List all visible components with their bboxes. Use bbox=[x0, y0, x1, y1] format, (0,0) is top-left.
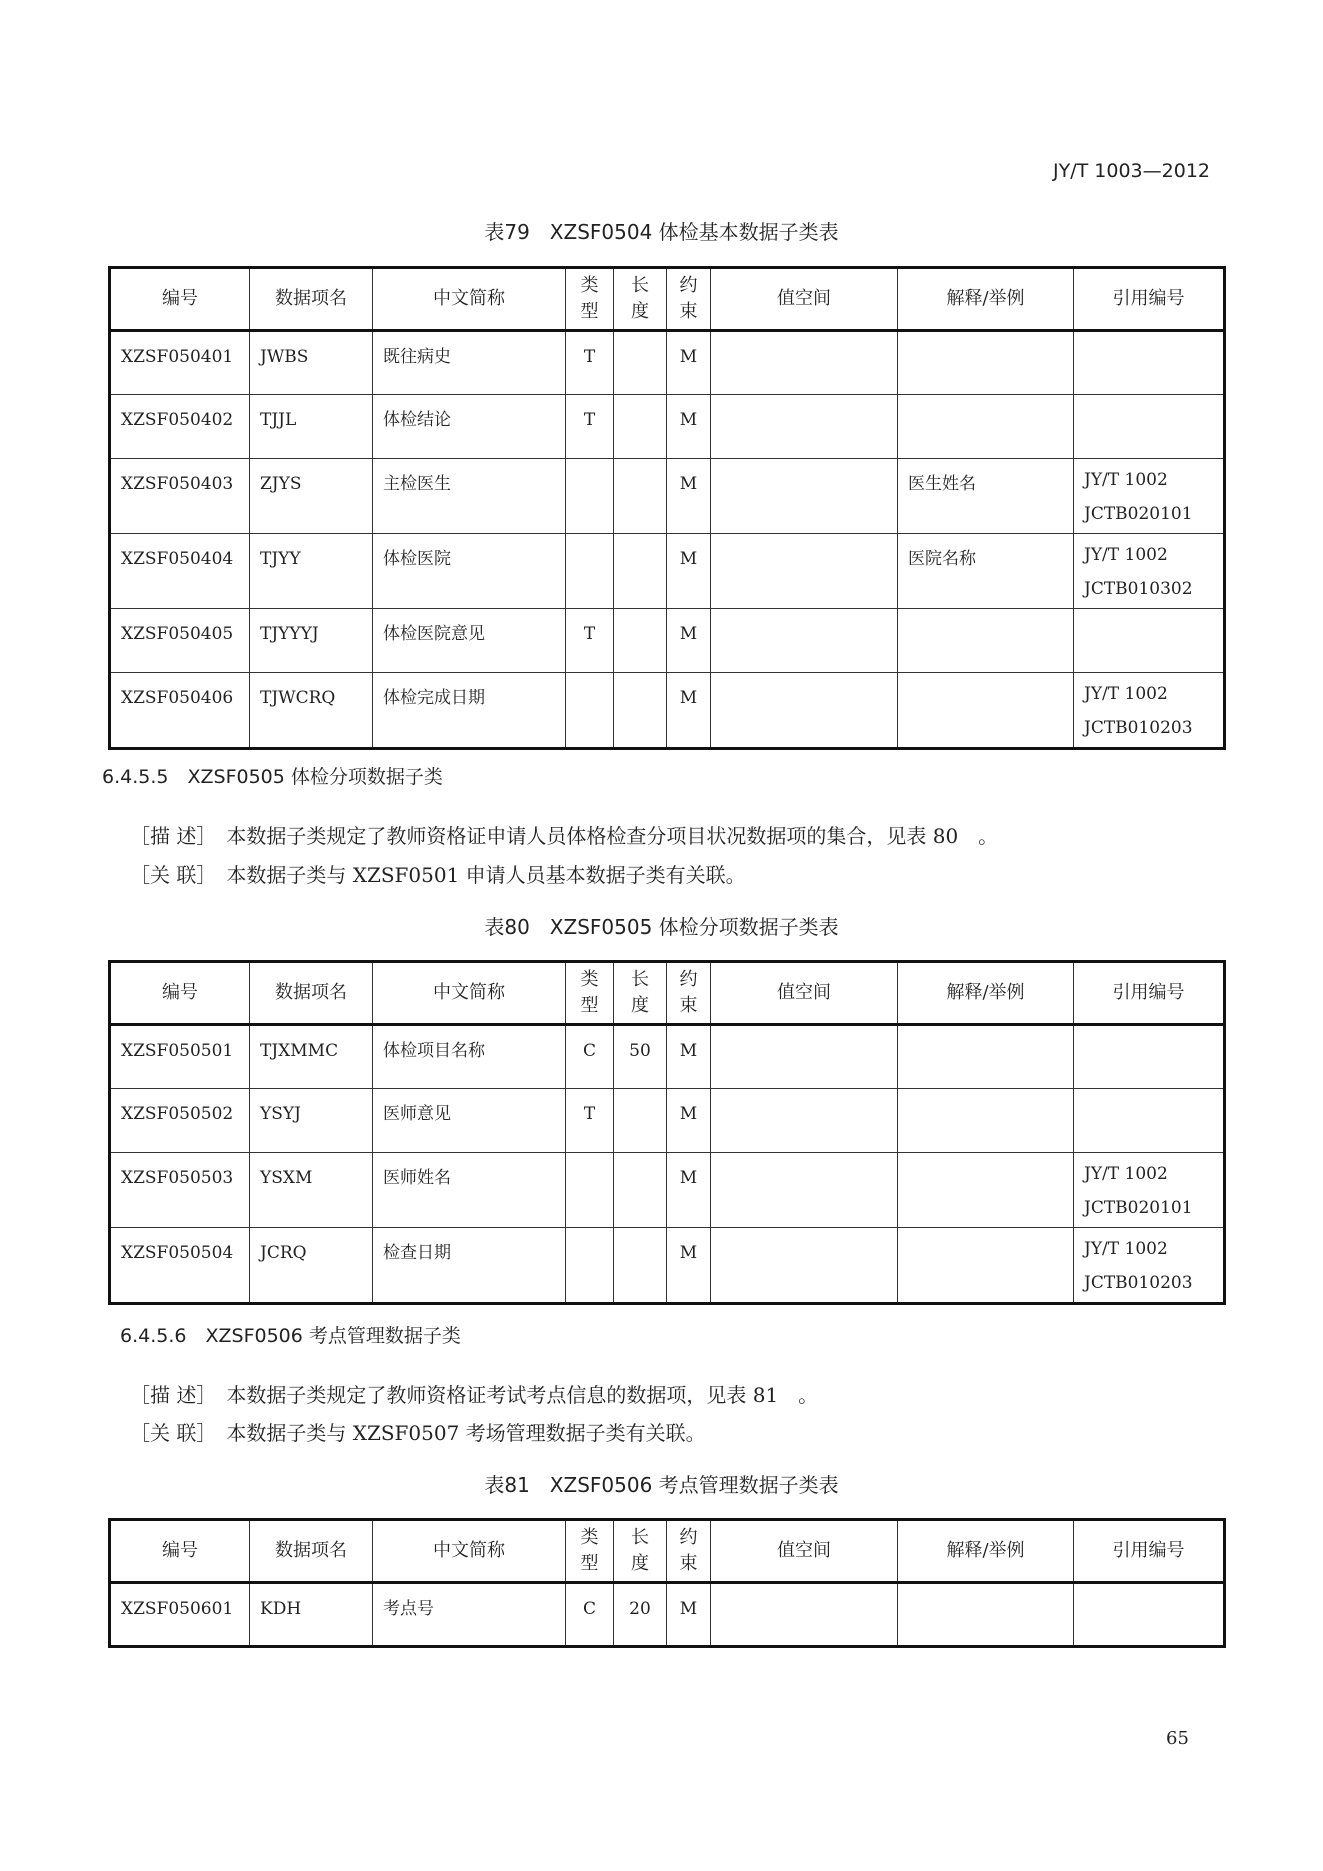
table-cell bbox=[1074, 609, 1225, 673]
table-cell: M bbox=[667, 534, 711, 609]
column-header: 编号 bbox=[110, 962, 250, 1025]
table-cell: KDH bbox=[250, 1583, 373, 1647]
table-cell: 医生姓名 bbox=[898, 459, 1074, 534]
table-cell bbox=[898, 1228, 1074, 1304]
table-cell: XZSF050403 bbox=[110, 459, 250, 534]
table-cell bbox=[898, 331, 1074, 395]
table-header-row bbox=[110, 1520, 1225, 1583]
description-label: ［描 述］ bbox=[130, 824, 217, 848]
column-header: 约 束 bbox=[667, 1520, 711, 1583]
table-cell: 20 bbox=[614, 1583, 667, 1647]
table-cell: T bbox=[566, 395, 614, 459]
column-header: 类 型 bbox=[566, 268, 614, 331]
table-cell: XZSF050501 bbox=[110, 1025, 250, 1089]
table-81-caption: 表81 XZSF0506 考点管理数据子类表 bbox=[484, 1473, 839, 1497]
table-cell: 体检医院 bbox=[373, 534, 566, 609]
section-heading-6455: 6.4.5.5 XZSF0505 体检分项数据子类 bbox=[102, 766, 443, 788]
page-number: 65 bbox=[1166, 1728, 1189, 1749]
column-header: 解释/举例 bbox=[898, 962, 1074, 1025]
column-header: 约 束 bbox=[667, 962, 711, 1025]
table-cell: JCRQ bbox=[250, 1228, 373, 1304]
column-header: 数据项名 bbox=[250, 962, 373, 1025]
table-cell: 考点号 bbox=[373, 1583, 566, 1647]
table-cell: XZSF050503 bbox=[110, 1153, 250, 1228]
table-row bbox=[110, 1025, 1225, 1089]
table-row bbox=[110, 1089, 1225, 1153]
table-cell bbox=[898, 609, 1074, 673]
column-header: 长 度 bbox=[614, 268, 667, 331]
table-81 bbox=[108, 1518, 1226, 1648]
table-cell bbox=[1074, 331, 1225, 395]
table-cell: M bbox=[667, 609, 711, 673]
column-header: 类 型 bbox=[566, 1520, 614, 1583]
column-header: 值空间 bbox=[711, 268, 898, 331]
table-cell bbox=[614, 609, 667, 673]
column-header: 数据项名 bbox=[250, 268, 373, 331]
relation-text: 本数据子类与 XZSF0507 考场管理数据子类有关联。 bbox=[226, 1421, 706, 1445]
table-cell bbox=[614, 1089, 667, 1153]
table-cell bbox=[614, 331, 667, 395]
standard-number-header: JY/T 1003—2012 bbox=[1053, 160, 1210, 182]
table-cell bbox=[898, 395, 1074, 459]
table-cell: JY/T 1002 JCTB010203 bbox=[1074, 1228, 1225, 1304]
table-row bbox=[110, 1583, 1225, 1647]
table-cell: 体检项目名称 bbox=[373, 1025, 566, 1089]
table-cell: TJWCRQ bbox=[250, 673, 373, 749]
column-header: 编号 bbox=[110, 1520, 250, 1583]
table-cell: 检查日期 bbox=[373, 1228, 566, 1304]
table-cell bbox=[614, 395, 667, 459]
table-80-caption: 表80 XZSF0505 体检分项数据子类表 bbox=[484, 915, 839, 939]
table-cell: 体检完成日期 bbox=[373, 673, 566, 749]
table-cell bbox=[711, 1153, 898, 1228]
relation-label: ［关 联］ bbox=[130, 1421, 217, 1445]
table-cell: ZJYS bbox=[250, 459, 373, 534]
table-80 bbox=[108, 960, 1226, 1305]
table-cell bbox=[711, 1583, 898, 1647]
table-cell: XZSF050406 bbox=[110, 673, 250, 749]
column-header: 引用编号 bbox=[1074, 1520, 1225, 1583]
table-cell: XZSF050504 bbox=[110, 1228, 250, 1304]
table-cell: JY/T 1002 JCTB020101 bbox=[1074, 459, 1225, 534]
table-cell bbox=[711, 331, 898, 395]
table-cell bbox=[711, 395, 898, 459]
section-6455-relation bbox=[130, 859, 746, 888]
table-cell: XZSF050401 bbox=[110, 331, 250, 395]
column-header: 类 型 bbox=[566, 962, 614, 1025]
table-row bbox=[110, 673, 1225, 749]
table-cell: XZSF050502 bbox=[110, 1089, 250, 1153]
table-cell: M bbox=[667, 1089, 711, 1153]
table-cell bbox=[1074, 1025, 1225, 1089]
table-cell: 体检医院意见 bbox=[373, 609, 566, 673]
table-cell: M bbox=[667, 1583, 711, 1647]
table-cell bbox=[614, 1153, 667, 1228]
column-header: 解释/举例 bbox=[898, 1520, 1074, 1583]
table-header-row bbox=[110, 962, 1225, 1025]
table-header-row bbox=[110, 268, 1225, 331]
table-cell bbox=[711, 609, 898, 673]
table-cell bbox=[566, 534, 614, 609]
table-row bbox=[110, 331, 1225, 395]
table-cell bbox=[1074, 1089, 1225, 1153]
section-6456-relation bbox=[130, 1417, 706, 1446]
section-6456-description bbox=[130, 1379, 818, 1408]
table-cell bbox=[898, 1153, 1074, 1228]
table-cell bbox=[711, 534, 898, 609]
column-header: 引用编号 bbox=[1074, 962, 1225, 1025]
table-cell: M bbox=[667, 395, 711, 459]
column-header: 编号 bbox=[110, 268, 250, 331]
table-cell: C bbox=[566, 1583, 614, 1647]
table-cell bbox=[711, 459, 898, 534]
table-cell bbox=[566, 1153, 614, 1228]
table-cell bbox=[898, 1583, 1074, 1647]
table-row bbox=[110, 395, 1225, 459]
table-cell: TJJL bbox=[250, 395, 373, 459]
relation-text: 本数据子类与 XZSF0501 申请人员基本数据子类有关联。 bbox=[226, 863, 746, 887]
table-cell: TJXMMC bbox=[250, 1025, 373, 1089]
column-header: 长 度 bbox=[614, 1520, 667, 1583]
table-cell bbox=[711, 1025, 898, 1089]
table-cell: M bbox=[667, 331, 711, 395]
table-cell: T bbox=[566, 1089, 614, 1153]
column-header: 中文简称 bbox=[373, 1520, 566, 1583]
table-cell: M bbox=[667, 673, 711, 749]
table-cell: M bbox=[667, 459, 711, 534]
table-cell: M bbox=[667, 1025, 711, 1089]
table-cell: 医院名称 bbox=[898, 534, 1074, 609]
column-header: 约 束 bbox=[667, 268, 711, 331]
table-cell bbox=[898, 673, 1074, 749]
table-row bbox=[110, 1153, 1225, 1228]
table-cell: YSYJ bbox=[250, 1089, 373, 1153]
table-cell bbox=[711, 673, 898, 749]
table-row bbox=[110, 1228, 1225, 1304]
table-cell bbox=[614, 459, 667, 534]
column-header: 中文简称 bbox=[373, 962, 566, 1025]
table-cell: JY/T 1002 JCTB020101 bbox=[1074, 1153, 1225, 1228]
table-cell bbox=[614, 1228, 667, 1304]
table-cell: TJYYYJ bbox=[250, 609, 373, 673]
table-cell: TJYY bbox=[250, 534, 373, 609]
table-cell: XZSF050405 bbox=[110, 609, 250, 673]
table-79 bbox=[108, 266, 1226, 750]
table-row bbox=[110, 609, 1225, 673]
table-row bbox=[110, 534, 1225, 609]
table-cell: M bbox=[667, 1228, 711, 1304]
table-cell: XZSF050404 bbox=[110, 534, 250, 609]
section-6455-description bbox=[130, 820, 998, 849]
table-cell: M bbox=[667, 1153, 711, 1228]
table-cell: JY/T 1002 JCTB010203 bbox=[1074, 673, 1225, 749]
table-cell: T bbox=[566, 609, 614, 673]
column-header: 长 度 bbox=[614, 962, 667, 1025]
table-cell: 体检结论 bbox=[373, 395, 566, 459]
column-header: 值空间 bbox=[711, 1520, 898, 1583]
table-cell bbox=[898, 1025, 1074, 1089]
table-cell: 医师姓名 bbox=[373, 1153, 566, 1228]
table-cell bbox=[711, 1228, 898, 1304]
column-header: 解释/举例 bbox=[898, 268, 1074, 331]
table-cell: YSXM bbox=[250, 1153, 373, 1228]
table-cell: 既往病史 bbox=[373, 331, 566, 395]
table-cell: 医师意见 bbox=[373, 1089, 566, 1153]
description-label: ［描 述］ bbox=[130, 1383, 217, 1407]
section-heading-6456: 6.4.5.6 XZSF0506 考点管理数据子类 bbox=[120, 1325, 461, 1347]
table-79-caption: 表79 XZSF0504 体检基本数据子类表 bbox=[484, 220, 839, 244]
table-cell: JY/T 1002 JCTB010302 bbox=[1074, 534, 1225, 609]
column-header: 数据项名 bbox=[250, 1520, 373, 1583]
column-header: 引用编号 bbox=[1074, 268, 1225, 331]
table-cell bbox=[898, 1089, 1074, 1153]
table-row bbox=[110, 459, 1225, 534]
table-cell bbox=[1074, 395, 1225, 459]
table-cell: XZSF050402 bbox=[110, 395, 250, 459]
column-header: 值空间 bbox=[711, 962, 898, 1025]
table-cell: XZSF050601 bbox=[110, 1583, 250, 1647]
table-cell bbox=[566, 459, 614, 534]
relation-label: ［关 联］ bbox=[130, 863, 217, 887]
table-cell bbox=[566, 1228, 614, 1304]
table-cell: 主检医生 bbox=[373, 459, 566, 534]
table-cell bbox=[1074, 1583, 1225, 1647]
table-cell: 50 bbox=[614, 1025, 667, 1089]
table-cell: JWBS bbox=[250, 331, 373, 395]
description-text: 本数据子类规定了教师资格证申请人员体格检查分项目状况数据项的集合，见表 80 。 bbox=[226, 824, 999, 848]
description-text: 本数据子类规定了教师资格证考试考点信息的数据项，见表 81 。 bbox=[226, 1383, 819, 1407]
table-cell: T bbox=[566, 331, 614, 395]
column-header: 中文简称 bbox=[373, 268, 566, 331]
table-cell bbox=[614, 534, 667, 609]
table-cell bbox=[711, 1089, 898, 1153]
table-cell bbox=[614, 673, 667, 749]
table-cell: C bbox=[566, 1025, 614, 1089]
table-cell bbox=[566, 673, 614, 749]
